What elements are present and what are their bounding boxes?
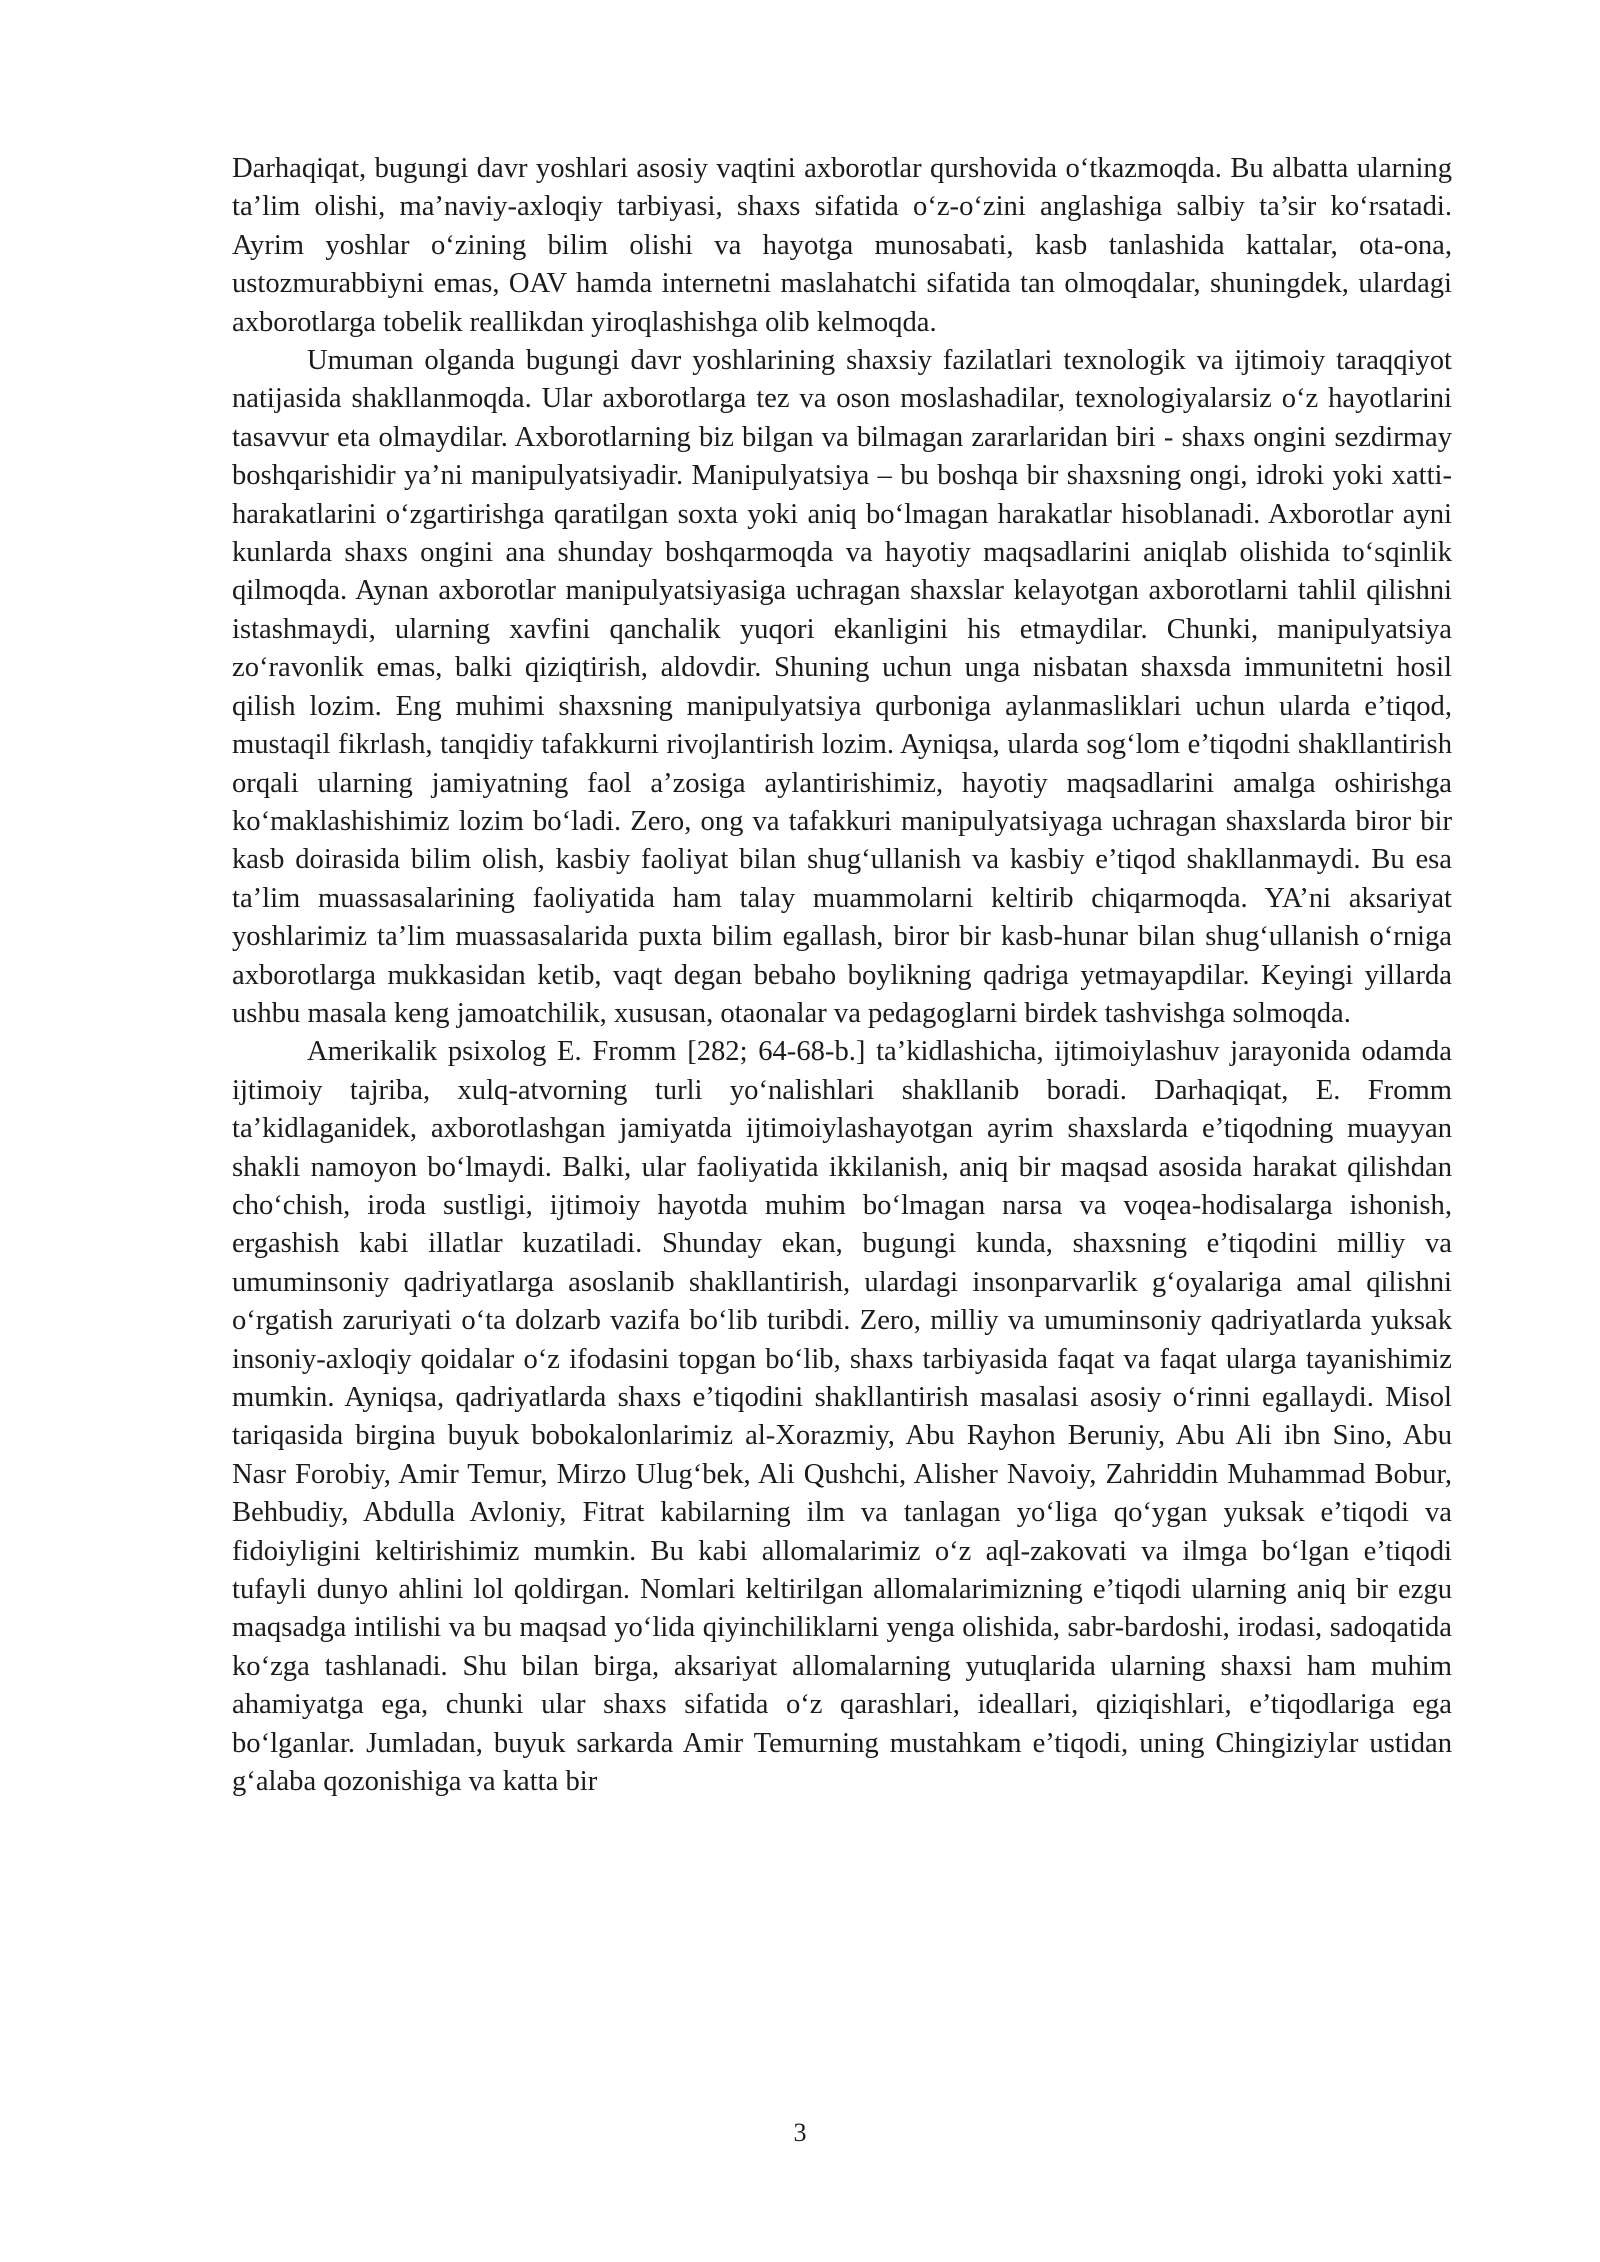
page-number: 3: [793, 2118, 807, 2147]
paragraph-1: Darhaqiqat, bugungi davr yoshlari asosiy vaqtini axborotlar qurshovida o‘tkazmoqda. Bu albatta ularning ta’lim olishi, ma’naviy-axloqiy tarbiyasi, shaxs sifatida o‘z-o‘zini anglashiga salbiy ta’sir ko‘rsatadi. Ayrim yoshlar o‘zining bilim olishi va hayotga munosabati, kasb tanlashida kattalar, ota-ona, ustozmurabbiyni emas, OAV hamda internetni maslahatchi sifatida tan olmoqdalar, shuningdek, ulardagi axborotlarga tobelik reallikdan yiroqlashishga olib kelmoqda.: [232, 153, 1452, 338]
paragraph-3: Amerikalik psixolog E. Fromm [282; 64-68-b.] ta’kidlashicha, ijtimoiylashuv jarayonida odamda ijtimoiy tajriba, xulq-atvorning turli yo‘nalishlari shakllanib boradi. Darhaqiqat, E. Fromm ta’kidlaganidek, axborotlashgan jamiyatda ijtimoiylashayotgan ayrim shaxslarda e’tiqodning muayyan shakli namoyon bo‘lmaydi. Balki, ular faoliyatida ikkilanish, aniq bir maqsad asosida harakat qilishdan cho‘chish, iroda sustligi, ijtimoiy hayotda muhim bo‘lmagan narsa va voqea-hodisalarga ishonish, ergashish kabi illatlar kuzatiladi. Shunday ekan, bugungi kunda, shaxsning e’tiqodini milliy va umuminsoniy qadriyatlarga asoslanib shakllantirish, ulardagi insonparvarlik g‘oyalariga amal qilishni o‘rgatish zaruriyati o‘ta dolzarb vazifa bo‘lib turibdi. Zero, milliy va umuminsoniy qadriyatlarda yuksak insoniy-axloqiy qoidalar o‘z ifodasini topgan bo‘lib, shaxs tarbiyasida faqat va faqat ularga tayanishimiz mumkin. Ayniqsa, qadriyatlarda shaxs e’tiqodini shakllantirish masalasi asosiy o‘rinni egallaydi. Misol tariqasida birgina buyuk bobokalonlarimiz al-Xorazmiy, Abu Rayhon Beruniy, Abu Ali ibn Sino, Abu Nasr Forobiy, Amir Temur, Mirzo Ulug‘bek, Ali Qushchi, Alisher Navoiy, Zahriddin Muhammad Bobur, Behbudiy, Abdulla Avloniy, Fitrat kabilarning ilm va tanlagan yo‘liga qo‘ygan yuksak e’tiqodi va fidoiyligini keltirishimiz mumkin. Bu kabi allomalarimiz o‘z aql-zakovati va ilmga bo‘lgan e’tiqodi tufayli dunyo ahlini lol qoldirgan. Nomlari keltirilgan allomalarimizning e’tiqodi ularning aniq bir ezgu maqsadga intilishi va bu maqsad yo‘lida qiyinchiliklarni yenga olishida, sabr-bardoshi, irodasi, sadoqatida ko‘zga tashlanadi. Shu bilan birga, aksariyat allomalarning yutuqlarida ularning shaxsi ham muhim ahamiyatga ega, chunki ular shaxs sifatida o‘z qarashlari, ideallari, qiziqishlari, e’tiqodlariga ega bo‘lganlar. Jumladan, buyuk sarkarda Amir Temurning mustahkam e’tiqodi, uning Chingiziylar ustidan g‘alaba qozonishiga va katta bir: [232, 1036, 1452, 1798]
body-text: [232, 150, 1452, 1801]
paragraph-2: Umuman olganda bugungi davr yoshlarining shaxsiy fazilatlari texnologik va ijtimoiy taraqqiyot natijasida shakllanmoqda. Ular axborotlarga tez va oson moslashadilar, texnologiyalarsiz o‘z hayotlarini tasavvur eta olmaydilar. Axborotlarning biz bilgan va bilmagan zararlaridan biri - shaxs ongini sezdirmay boshqarishidir ya’ni manipulyatsiyadir. Manipulyatsiya – bu boshqa bir shaxsning ongi, idroki yoki xatti-harakatlarini o‘zgartirishga qaratilgan soxta yoki aniq bo‘lmagan harakatlar hisoblanadi. Axborotlar ayni kunlarda shaxs ongini ana shunday boshqarmoqda va hayotiy maqsadlarini aniqlab olishida to‘sqinlik qilmoqda. Aynan axborotlar manipulyatsiyasiga uchragan shaxslar kelayotgan axborotlarni tahlil qilishni istashmaydi, ularning xavfini qanchalik yuqori ekanligini his etmaydilar. Chunki, manipulyatsiya zo‘ravonlik emas, balki qiziqtirish, aldovdir. Shuning uchun unga nisbatan shaxsda immunitetni hosil qilish lozim. Eng muhimi shaxsning manipulyatsiya qurboniga aylanmasliklari uchun ularda e’tiqod, mustaqil fikrlash, tanqidiy tafakkurni rivojlantirish lozim. Ayniqsa, ularda sog‘lom e’tiqodni shakllantirish orqali ularning jamiyatning faol a’zosiga aylantirishimiz, hayotiy maqsadlarini amalga oshirishga ko‘maklashishimiz lozim bo‘ladi. Zero, ong va tafakkuri manipulyatsiyaga uchragan shaxslarda biror bir kasb doirasida bilim olish, kasbiy faoliyat bilan shug‘ullanish va kasbiy e’tiqod shakllanmaydi. Bu esa ta’lim muassasalarining faoliyatida ham talay muammolarni keltirib chiqarmoqda. YA’ni aksariyat yoshlarimiz ta’lim muassasalarida puxta bilim egallash, biror bir kasb-hunar bilan shug‘ullanish o‘rniga axborotlarga mukkasidan ketib, vaqt degan bebaho boylikning qadriga yetmayapdilar. Keyingi yillarda ushbu masala keng jamoatchilik, xususan, otaonalar va pedagoglarni birdek tashvishga solmoqda.: [232, 345, 1452, 1029]
